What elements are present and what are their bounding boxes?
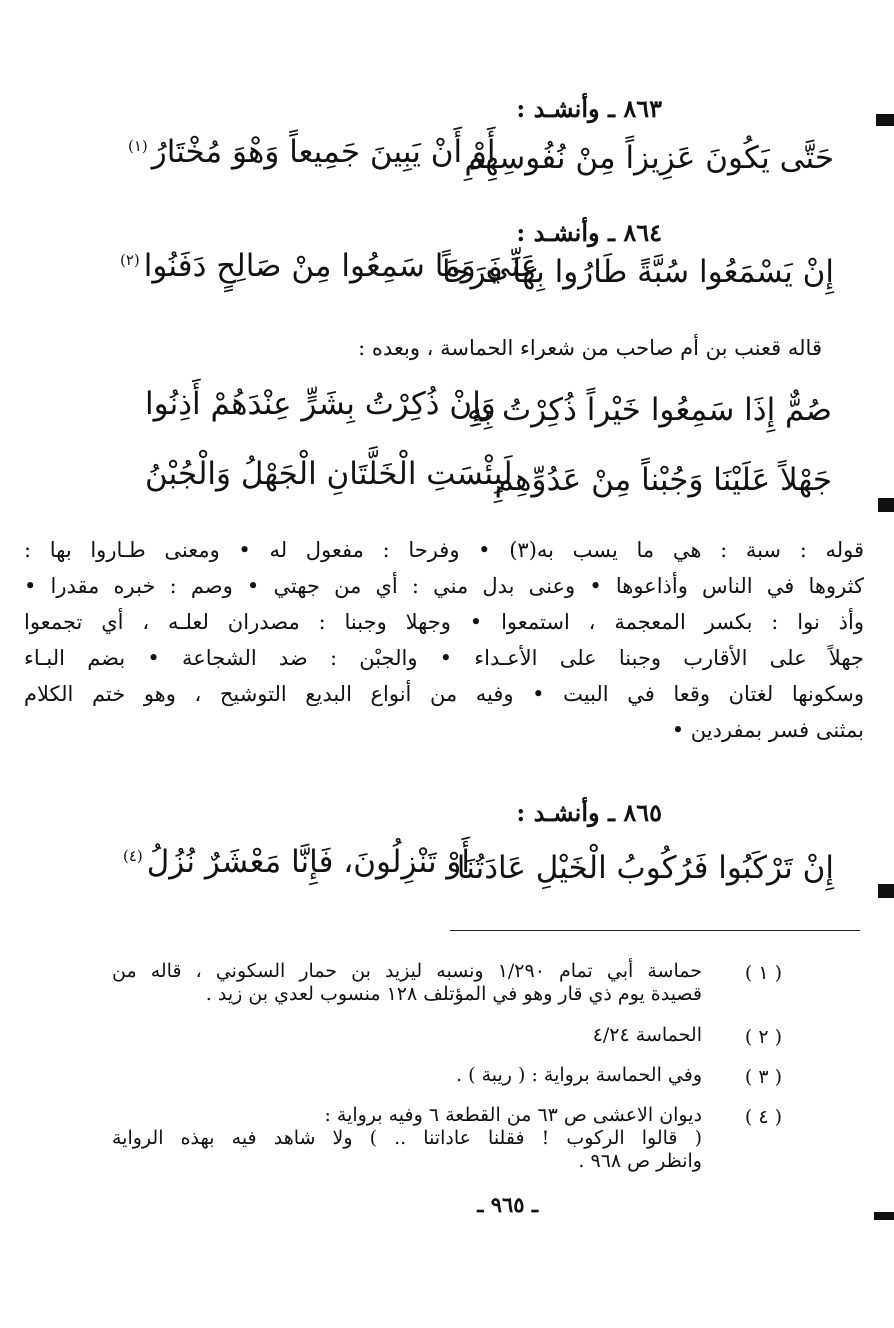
verse-left-hemistich <box>120 248 539 284</box>
footnote-number: ( ٤ ) <box>744 1106 782 1128</box>
footnote-line: وفي الحماسة برواية : ( ريبة ) . <box>456 1064 702 1086</box>
footnote-line: الحماسة ٤/٢٤ <box>592 1024 702 1046</box>
footnote-number: ( ٢ ) <box>744 1026 782 1048</box>
footnote-marker: (٤) <box>123 846 143 865</box>
footnote-text <box>112 1104 702 1173</box>
page-number: ـ ٩٦٥ ـ <box>477 1192 538 1217</box>
verse-left-hemistich <box>123 844 470 880</box>
entry-heading: ٨٦٤ ـ وأنشـد : <box>516 218 662 247</box>
scan-edge-mark <box>874 1212 894 1220</box>
footnote-separator <box>450 930 860 931</box>
verse-left-hemistich: لَبِئْسَتِ الْخَلَّتَانِ الْجَهْلُ وَالْجُبْنُ <box>145 456 513 492</box>
scan-edge-mark <box>876 114 894 126</box>
footnote-line: ( قالوا الركوب ! فقلنا عاداتنا .. ) ولا شاهد فيه بهذه الرواية <box>112 1127 702 1149</box>
verse-right-hemistich: إِنْ يَسْمَعُوا سُبَّةً طَارُوا بِهَا فَرَحاً <box>442 254 834 290</box>
verse-left-hemistich: وَإِنْ ذُكِرْتُ بِشَرٍّ عِنْدَهُمْ أَذِنُوا <box>145 386 496 422</box>
scan-edge-mark <box>878 498 894 512</box>
verse-right-hemistich: جَهْلاً عَلَيْنَا وَجُبْناً مِنْ عَدُوِّهِمِ <box>494 462 832 498</box>
commentary-line: وسكونها لغتان وقعا في البيت • وفيه من أنواع البديع التوشيح ، وهو ختم الكلام <box>24 682 864 706</box>
commentary-line: جهلاً على الأقارب وجبنا على الأعـداء • والجبْن : ضد الشجاعة • بضم البـاء <box>24 646 864 670</box>
commentary-line: قوله : سبة : هي ما يسب به(٣) • وفرحا : مفعول له • ومعنى طـاروا بها : <box>24 538 864 562</box>
scan-edge-mark <box>878 884 894 898</box>
footnote-line: قصيدة يوم ذي قار وهو في المؤتلف ١٢٨ منسوب لعدي بن زيد . <box>205 983 702 1005</box>
commentary-block <box>24 532 864 748</box>
footnote-line: وانظر ص ٩٦٨ . <box>578 1150 702 1172</box>
verse-right-hemistich: حَتَّى يَكُونَ عَزِيزاً مِنْ نُفُوسِهِمِ <box>464 140 834 176</box>
commentary-line: كثروها في الناس وأذاعوها • وعنى بدل مني : أي من جهتي • وصم : خبره مقدرا • <box>24 574 864 598</box>
footnote-text <box>112 960 702 1006</box>
footnote-marker: (٢) <box>120 250 140 269</box>
verse-right-hemistich: إِنْ تَرْكَبُوا فَرُكُوبُ الْخَيْلِ عَادَتُنَا <box>456 850 834 886</box>
footnote-marker: (١) <box>128 136 148 155</box>
attribution-note: قاله قعنب بن أم صاحب من شعراء الحماسة ، وبعده : <box>358 336 822 360</box>
commentary-line: بمثنى فسر بمفردين • <box>671 718 864 742</box>
footnote-line: حماسة أبي تمام ١/٢٩٠ ونسبه ليزيد بن حمار السكوني ، قاله من <box>112 960 702 982</box>
verse-text: أَوْ تَنْزِلُونَ، فَإِنَّا مَعْشَرٌ نُزُلُ <box>146 844 471 880</box>
verse-left-hemistich <box>128 134 496 170</box>
footnote-number: ( ٣ ) <box>744 1066 782 1088</box>
commentary-line: وأذ نوا : بكسر المعجمة ، استمعوا • وجهلا وجبنا : مصدران لعلـه ، أي تجمعوا <box>24 610 864 634</box>
entry-heading: ٨٦٥ ـ وأنشـد : <box>516 798 662 827</box>
verse-text: أَوْ أَنْ يَبِينَ جَمِيعاً وَهْوَ مُخْتَارُ <box>151 134 496 170</box>
footnote-number: ( ١ ) <box>744 962 782 984</box>
verse-right-hemistich: صُمٌّ إِذَا سَمِعُوا خَيْراً ذُكِرْتُ بِهِ <box>466 392 832 428</box>
entry-heading: ٨٦٣ ـ وأنشـد : <box>516 94 662 123</box>
footnote-line: ديوان الاعشى ص ٦٣ من القطعة ٦ وفيه برواية : <box>324 1104 702 1126</box>
verse-text: عَنِّي وَمَا سَمِعُوا مِنْ صَالِحٍ دَفَنُوا <box>143 248 540 284</box>
